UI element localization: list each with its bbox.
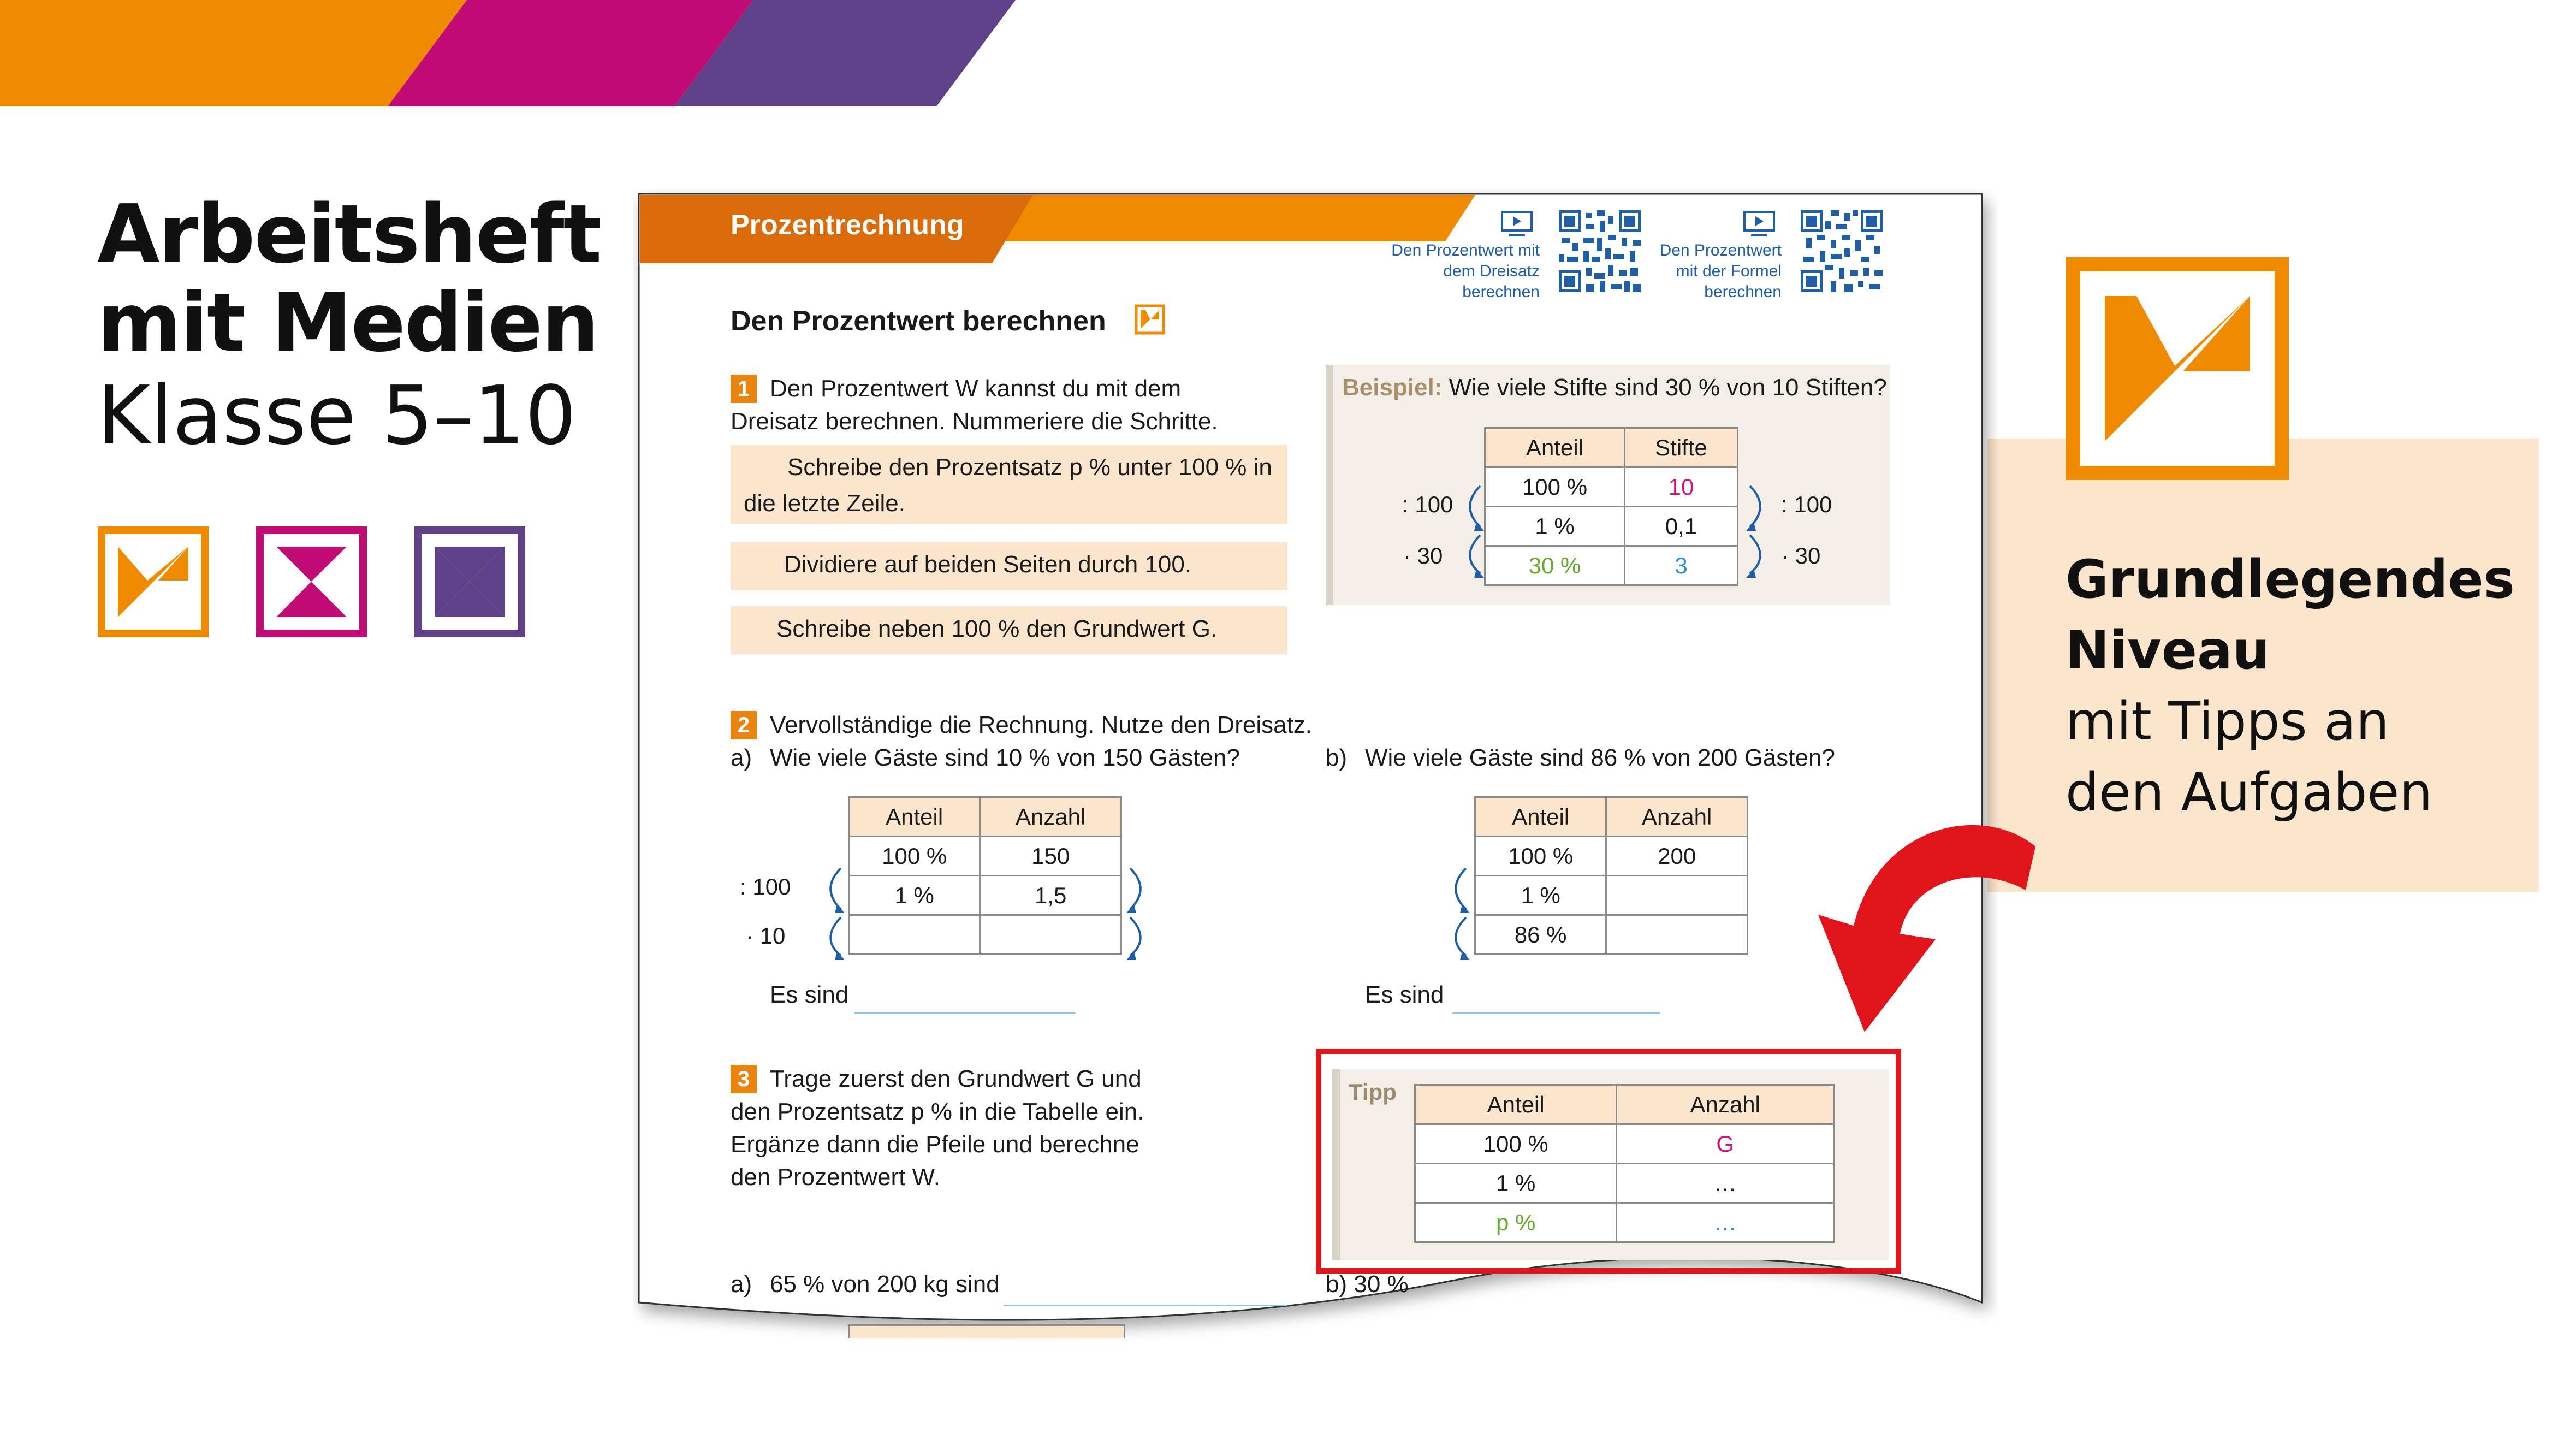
- level-name-line-1: Grundlegendes: [2065, 549, 2515, 610]
- task3a-text: 65 % von 200 kg sind: [770, 1271, 1000, 1298]
- table-cell: 100 %: [1485, 467, 1625, 507]
- table-header: Anzahl: [1617, 1085, 1834, 1124]
- tipp-highlight-frame: [1316, 1049, 1901, 1274]
- table-header: Anteil: [1415, 1085, 1617, 1124]
- answer-line[interactable]: [854, 1010, 1076, 1014]
- example-label: Beispiel:: [1342, 374, 1443, 401]
- es-sind-label: Es sind: [1365, 981, 1444, 1008]
- table-cell-input[interactable]: [1606, 915, 1748, 955]
- chapter-title: Prozentrechnung: [731, 209, 964, 241]
- qr2-caption-3: berechnen: [1704, 283, 1782, 301]
- task3-line-4: den Prozentwert W.: [731, 1164, 940, 1191]
- table-cell: 1 %: [849, 876, 980, 915]
- table-cell: 3: [1625, 546, 1738, 585]
- table-cell: 100 %: [849, 837, 980, 876]
- step3-text: Schreibe neben 100 % den Grundwert G.: [776, 615, 1218, 642]
- level-desc-line-2: den Aufgaben: [2065, 762, 2433, 823]
- task3-line-1: Trage zuerst den Grundwert G und: [770, 1065, 1142, 1092]
- task2b-text: Wie viele Gäste sind 86 % von 200 Gästen?: [1365, 744, 1835, 771]
- operator-label: : 100: [740, 874, 791, 899]
- video-icon[interactable]: [1743, 210, 1776, 238]
- table-header: Anteil: [1485, 428, 1625, 467]
- qr2-caption-2: mit der Formel: [1676, 262, 1782, 280]
- operator-label: · 30: [1781, 543, 1821, 568]
- step1-line-1: Schreibe den Prozentsatz p % unter 100 % in: [787, 454, 1272, 481]
- level-desc-line-1: mit Tipps an: [2065, 691, 2389, 752]
- qr2-caption-1: Den Prozentwert: [1659, 241, 1782, 259]
- table-cell-input[interactable]: [849, 915, 980, 955]
- table-header: Anzahl: [980, 797, 1121, 837]
- operator-label: : 100: [1781, 491, 1832, 517]
- task2a-text: Wie viele Gäste sind 10 % von 150 Gästen?: [770, 744, 1240, 771]
- table-cell: 200: [1606, 837, 1748, 876]
- task2a-label: a): [731, 744, 752, 771]
- table-cell: …: [1617, 1164, 1834, 1203]
- qr-code-icon[interactable]: [1801, 210, 1883, 292]
- title-line-2: mit Medien: [97, 276, 598, 370]
- title-line-3: Klasse 5–10: [97, 369, 577, 463]
- top-color-banner: [0, 0, 1021, 106]
- task2a-table: [848, 796, 1122, 955]
- arrow-right-icon: [1742, 481, 1769, 579]
- task-number-badge: 3: [731, 1065, 757, 1093]
- table-cell: 30 %: [1485, 546, 1625, 585]
- orange-triangle-icon: [2065, 257, 2289, 481]
- operator-label: · 10: [746, 923, 786, 949]
- video-icon[interactable]: [1500, 210, 1533, 238]
- example-table: [1484, 427, 1738, 586]
- title-line-1: Arbeitsheft: [97, 187, 601, 281]
- qr1-caption-3: berechnen: [1462, 283, 1540, 301]
- task-number-badge: 2: [731, 711, 757, 739]
- table-cell: 1 %: [1485, 507, 1625, 546]
- table-cell: 0,1: [1625, 507, 1738, 546]
- answer-line[interactable]: [1452, 1010, 1660, 1014]
- task3-line-2: den Prozentsatz p % in die Tabelle ein.: [731, 1098, 1144, 1125]
- table-cell: …: [1617, 1203, 1834, 1242]
- task1-text-line-2: Dreisatz berechnen. Nummeriere die Schritte.: [731, 408, 1218, 435]
- table-cell: 150: [980, 837, 1121, 876]
- section-title: Den Prozentwert berechnen: [731, 305, 1106, 337]
- task3-line-3: Ergänze dann die Pfeile und berechne: [731, 1131, 1139, 1158]
- task3a-table-top: [848, 1324, 1125, 1338]
- table-cell: G: [1617, 1124, 1834, 1164]
- table-header: Anzahl: [1606, 797, 1748, 837]
- orange-triangle-icon: [1135, 304, 1165, 335]
- table-cell: 86 %: [1475, 915, 1606, 955]
- tipp-label: Tipp: [1349, 1079, 1397, 1105]
- table-cell: 1 %: [1475, 876, 1606, 915]
- table-header: Anteil: [849, 797, 980, 837]
- example-question: Wie viele Stifte sind 30 % von 10 Stiften?: [1449, 374, 1887, 401]
- task-number-badge: 1: [731, 375, 757, 403]
- curved-arrow-icon: [1736, 803, 2042, 1038]
- task3a-label: a): [731, 1271, 752, 1298]
- answer-line[interactable]: [1004, 1302, 1287, 1306]
- arrow-right-icon: [1122, 863, 1149, 961]
- arrow-left-icon: [822, 863, 849, 961]
- table-cell: 10: [1625, 467, 1738, 507]
- task2-text: Vervollständige die Rechnung. Nutze den Dreisatz.: [770, 712, 1313, 738]
- table-header: Anteil: [1475, 797, 1606, 837]
- table-cell: p %: [1415, 1203, 1617, 1242]
- qr1-caption-1: Den Prozentwert mit: [1391, 241, 1540, 259]
- arrow-left-icon: [1461, 481, 1488, 579]
- table-cell-input[interactable]: [980, 915, 1121, 955]
- table-header: Stifte: [1625, 428, 1738, 467]
- task2b-table: [1474, 796, 1748, 955]
- purple-x-icon: [414, 526, 526, 638]
- arrow-left-icon: [1447, 863, 1474, 961]
- task2b-label: b): [1326, 744, 1348, 771]
- table-cell-input[interactable]: [1606, 876, 1748, 915]
- table-cell: 1,5: [980, 876, 1121, 915]
- magenta-x-icon: [256, 526, 367, 638]
- operator-label: · 30: [1403, 543, 1443, 568]
- step1-line-2: die letzte Zeile.: [744, 490, 905, 517]
- table-cell: 100 %: [1475, 837, 1606, 876]
- table-cell: 1 %: [1415, 1164, 1617, 1203]
- task3b-partial: b) 30 %: [1326, 1271, 1409, 1298]
- orange-triangle-icon: [97, 526, 209, 638]
- task1-text-line-1: Den Prozentwert W kannst du mit dem: [770, 375, 1182, 402]
- operator-label: : 100: [1402, 491, 1453, 517]
- es-sind-label: Es sind: [770, 981, 849, 1008]
- table-cell: 100 %: [1415, 1124, 1617, 1164]
- qr1-caption-2: dem Dreisatz: [1443, 262, 1540, 280]
- step2-text: Dividiere auf beiden Seiten durch 100.: [784, 551, 1192, 578]
- level-name-line-2: Niveau: [2065, 620, 2270, 681]
